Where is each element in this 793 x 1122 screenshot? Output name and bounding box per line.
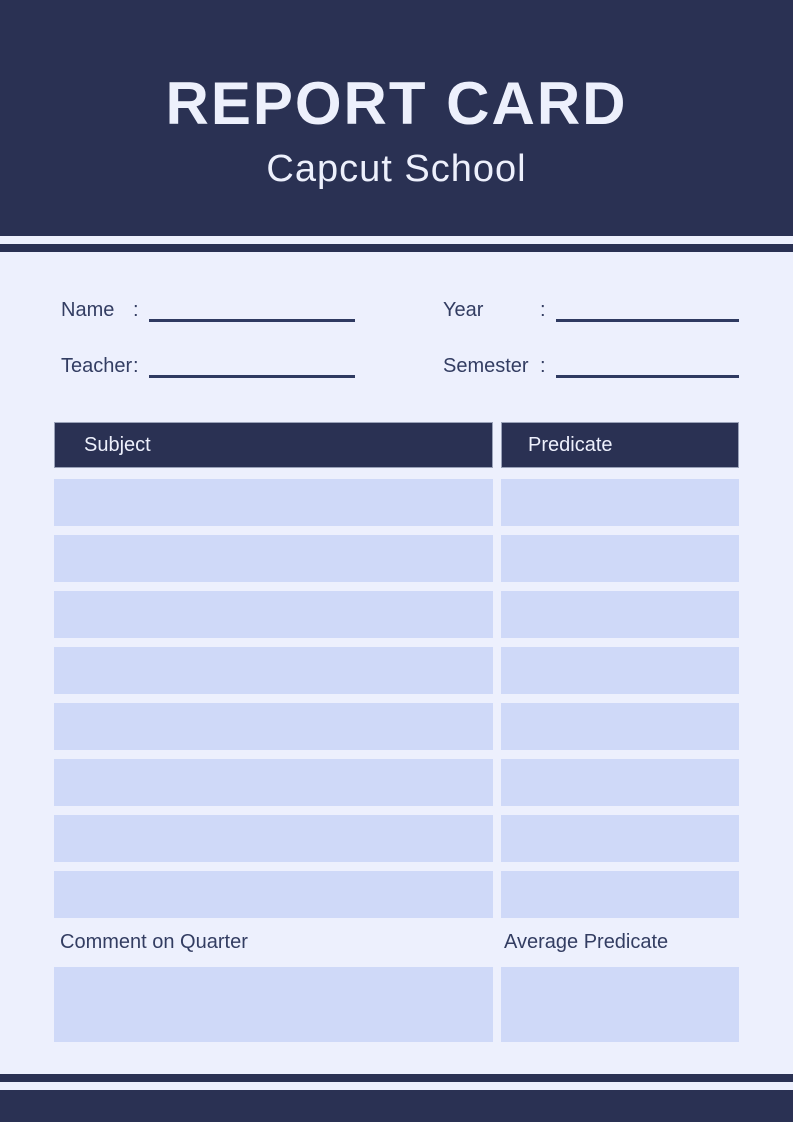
student-info-form bbox=[54, 296, 739, 378]
subject-cell[interactable] bbox=[54, 759, 493, 806]
semester-field bbox=[443, 352, 739, 378]
bottom-divider-rule bbox=[0, 1074, 793, 1082]
bottom-divider-gap bbox=[0, 1082, 793, 1090]
comment-on-quarter-box[interactable] bbox=[54, 967, 493, 1042]
table-footer-labels bbox=[54, 918, 739, 967]
teacher-input-line[interactable] bbox=[149, 374, 355, 378]
predicate-cell[interactable] bbox=[501, 647, 739, 694]
table-header-row bbox=[54, 422, 739, 468]
predicate-cell[interactable] bbox=[501, 815, 739, 862]
header-banner bbox=[0, 0, 793, 236]
subject-cell[interactable] bbox=[54, 591, 493, 638]
predicate-cell[interactable] bbox=[501, 703, 739, 750]
average-predicate-label: Average Predicate bbox=[504, 931, 669, 953]
subject-cell[interactable] bbox=[54, 815, 493, 862]
subject-cell[interactable] bbox=[54, 703, 493, 750]
table-row bbox=[54, 591, 739, 638]
name-input-line[interactable] bbox=[149, 318, 355, 322]
predicate-cell[interactable] bbox=[501, 479, 739, 526]
subject-column-header bbox=[54, 422, 493, 468]
table-row bbox=[54, 703, 739, 750]
grades-table bbox=[54, 422, 739, 1042]
table-row bbox=[54, 535, 739, 582]
top-divider-rule bbox=[0, 244, 793, 252]
predicate-header-label: Predicate bbox=[528, 433, 613, 456]
bottom-spacer bbox=[0, 1042, 793, 1074]
predicate-cell[interactable] bbox=[501, 591, 739, 638]
table-row bbox=[54, 479, 739, 526]
subject-cell[interactable] bbox=[54, 479, 493, 526]
name-field bbox=[54, 296, 355, 322]
subject-header-label: Subject bbox=[84, 433, 151, 456]
teacher-field bbox=[54, 352, 355, 378]
subject-cell[interactable] bbox=[54, 871, 493, 918]
year-input-line[interactable] bbox=[556, 318, 739, 322]
name-label: Name bbox=[61, 299, 115, 321]
year-colon: : bbox=[540, 299, 546, 321]
report-body bbox=[0, 252, 793, 1042]
year-field bbox=[443, 296, 739, 322]
predicate-column-header bbox=[501, 422, 739, 468]
predicate-cell[interactable] bbox=[501, 759, 739, 806]
semester-label: Semester bbox=[443, 355, 529, 377]
predicate-cell[interactable] bbox=[501, 871, 739, 918]
table-footer-boxes bbox=[54, 967, 739, 1042]
footer-bar bbox=[0, 1090, 793, 1122]
top-divider-gap bbox=[0, 236, 793, 244]
semester-input-line[interactable] bbox=[556, 374, 739, 378]
table-row bbox=[54, 871, 739, 918]
name-colon: : bbox=[133, 299, 139, 321]
year-label: Year bbox=[443, 299, 484, 321]
table-row bbox=[54, 815, 739, 862]
subject-cell[interactable] bbox=[54, 647, 493, 694]
predicate-cell[interactable] bbox=[501, 535, 739, 582]
school-name: Capcut School bbox=[266, 148, 527, 190]
subject-cell[interactable] bbox=[54, 535, 493, 582]
average-predicate-box[interactable] bbox=[501, 967, 739, 1042]
table-row bbox=[54, 647, 739, 694]
semester-colon: : bbox=[540, 355, 546, 377]
teacher-label: Teacher bbox=[61, 355, 133, 377]
teacher-colon: : bbox=[133, 355, 139, 377]
table-row bbox=[54, 759, 739, 806]
comment-on-quarter-label: Comment on Quarter bbox=[60, 931, 248, 953]
page-title: REPORT CARD bbox=[165, 70, 628, 137]
